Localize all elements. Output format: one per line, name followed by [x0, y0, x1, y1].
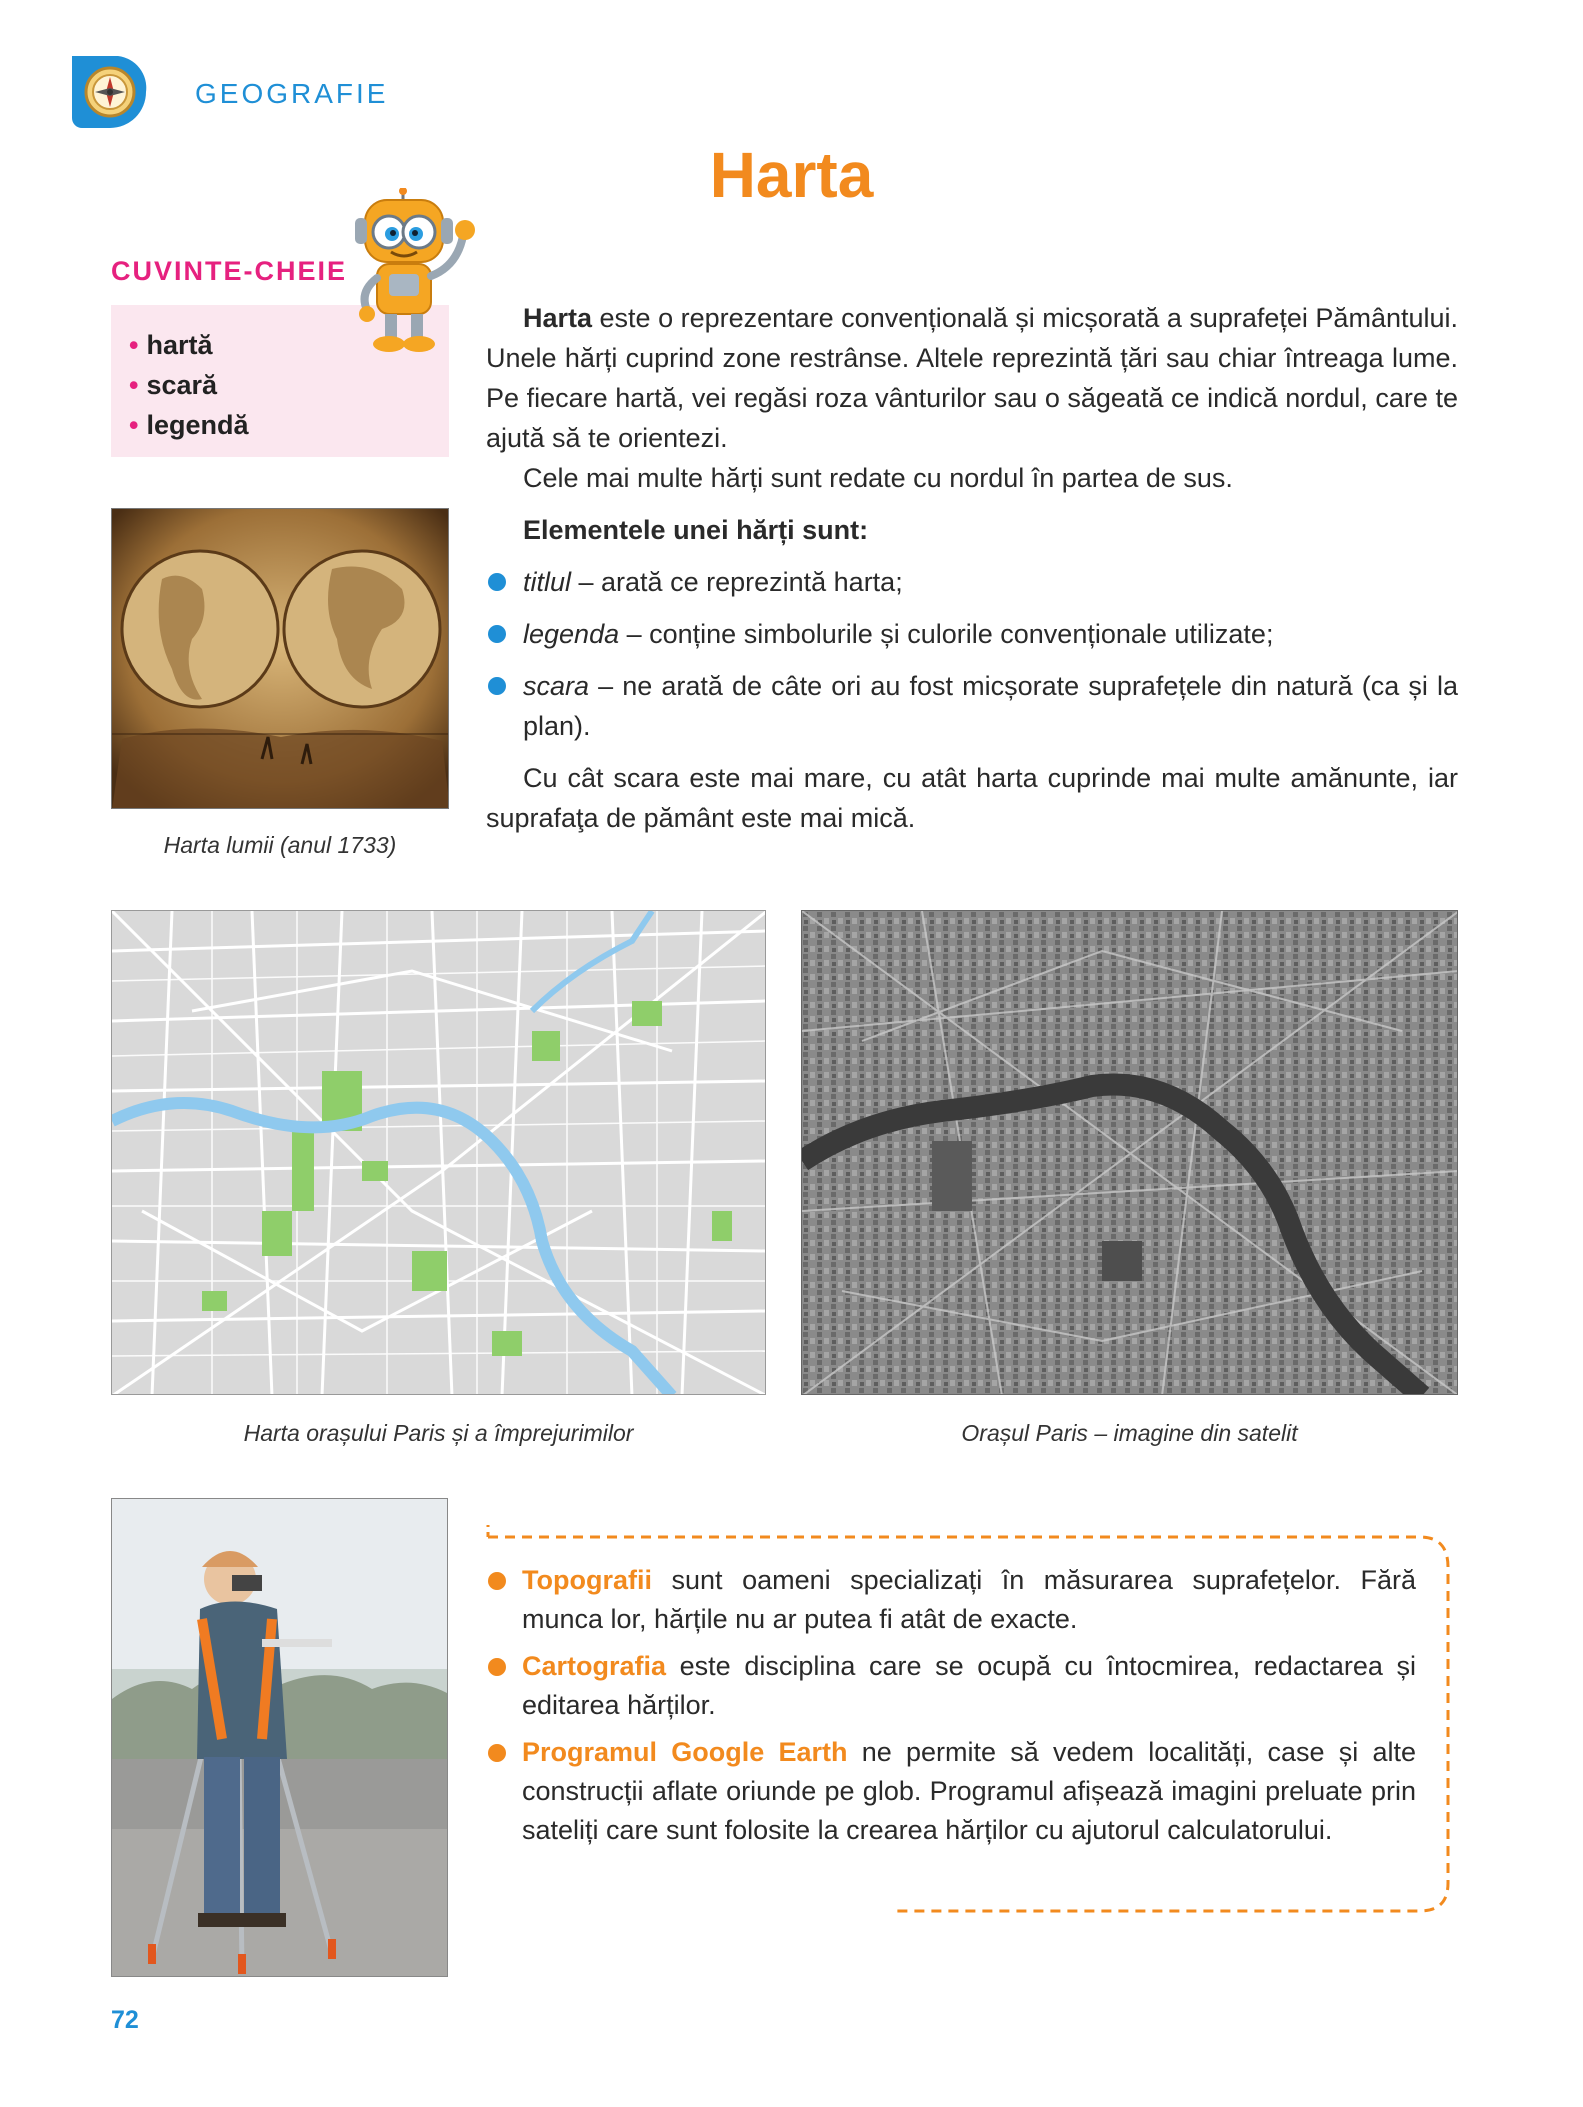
- paris-satellite-caption: Orașul Paris – imagine din satelit: [961, 1420, 1298, 1446]
- bullet-icon: [488, 573, 506, 591]
- bullet-icon: [488, 1572, 506, 1590]
- scale-note: Cu cât scara este mai mare, cu atât harta cuprinde mai multe amănunte, iar suprafaţa de pământ este mai mică.: [486, 763, 1458, 833]
- keyword-item: • legendă: [129, 410, 249, 440]
- page-title: Harta: [709, 139, 874, 211]
- surveyor-photo: [111, 1498, 448, 1977]
- paris-map-caption: Harta orașului Paris și a împrejurimilor: [243, 1420, 634, 1446]
- elements-heading: Elementele unei hărți sunt:: [523, 515, 869, 545]
- robot-mascot-illustration: [345, 188, 490, 358]
- intro-term: Harta: [523, 303, 593, 333]
- element-item: legenda – conține simbolurile și culorile convenționale utilizate;: [486, 614, 1458, 654]
- keyword-item: • scară: [129, 370, 218, 400]
- bullet-icon: [488, 1744, 506, 1762]
- paris-street-map-image: [111, 910, 766, 1395]
- paris-satellite-image: [801, 910, 1458, 1395]
- keywords-heading: CUVINTE-CHEIE: [111, 256, 348, 286]
- subject-label: GEOGRAFIE: [195, 78, 389, 109]
- bullet-icon: [488, 1658, 506, 1676]
- info-box: [486, 1561, 1416, 1858]
- element-item: scara – ne arată de câte ori au fost micșorate suprafețele din natură (ca și la plan).: [486, 666, 1458, 746]
- old-map-caption: Harta lumii (anul 1733): [163, 832, 397, 858]
- compass-icon: [68, 52, 150, 132]
- intro-paragraph: [486, 298, 1458, 458]
- info-item: Cartografia este disciplina care se ocupă cu întocmirea, redactarea și editarea hărților.: [486, 1647, 1416, 1725]
- page-number: 72: [111, 2006, 139, 2034]
- info-item: Programul Google Earth ne permite să vedem localități, case și alte construcții aflate oriunde pe glob. Programul afișează imagini preluate prin sateliți care sunt folosite la crearea hărților cu ajutorul calculatorului.: [486, 1733, 1416, 1850]
- keyword-item: • hartă: [129, 330, 213, 360]
- element-item: titlul – arată ce reprezintă harta;: [486, 562, 1458, 602]
- old-world-map-image: [111, 508, 449, 809]
- bullet-icon: [488, 677, 506, 695]
- info-item: Topografii sunt oameni specializați în măsurarea suprafețelor. Fără munca lor, hărțile nu ar putea fi atât de exacte.: [486, 1561, 1416, 1639]
- intro-text: este o reprezentare convențională și micșorată a suprafeței Pământului. Unele hărți cuprind zone restrânse. Altele reprezintă țări sau chiar întreaga lume. Pe fiecare hartă, vei regăsi roza vânturilor sau o săgeată ce indică nordul, care te ajută să te orientezi.: [486, 303, 1459, 453]
- bullet-icon: [488, 625, 506, 643]
- main-text: [486, 298, 1458, 838]
- north-paragraph: Cele mai multe hărți sunt redate cu nordul în partea de sus.: [523, 463, 1233, 493]
